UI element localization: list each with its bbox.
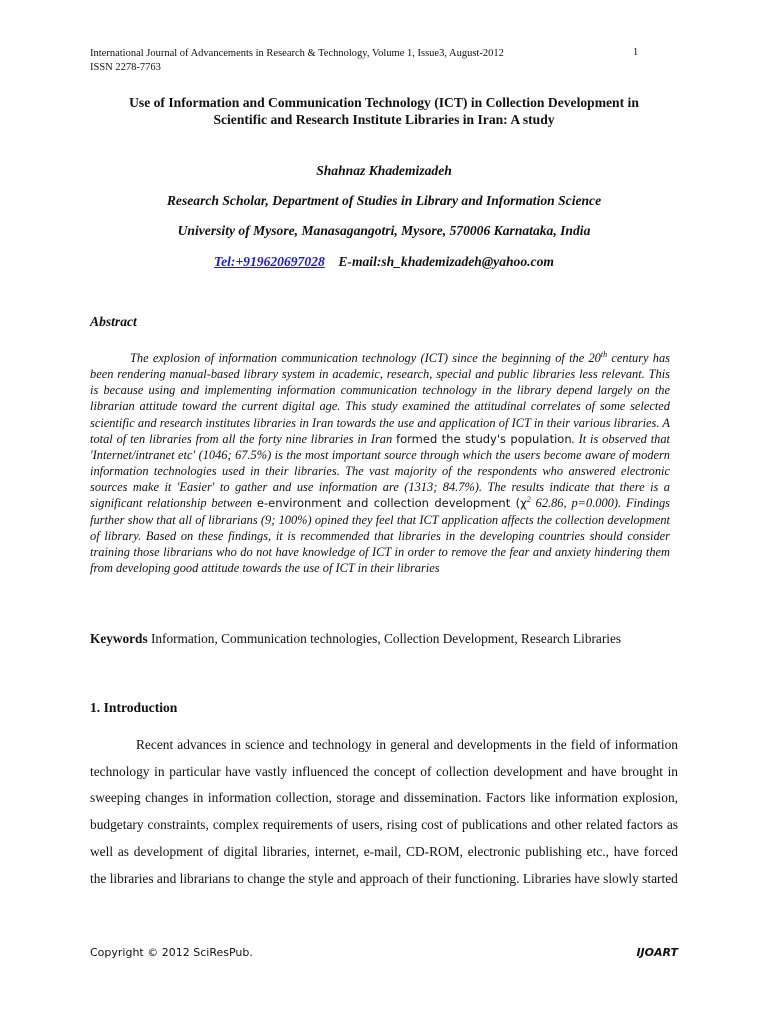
page-number: 1 xyxy=(633,47,639,58)
keywords xyxy=(90,629,716,649)
author-address: University of Mysore, Manasagangotri, Mysore, 570006 Karnataka, India xyxy=(177,223,591,238)
author-affiliation: Research Scholar, Department of Studies in Library and Information Science xyxy=(166,193,602,208)
paper-title-line-1: Use of Information and Communication Technology (ICT) in Collection Development in xyxy=(129,95,639,110)
issn-line: ISSN 2278-7763 xyxy=(90,62,161,73)
telephone-link[interactable]: Tel:+919620697028 xyxy=(214,254,325,269)
author-name: Shahnaz Khademizadeh xyxy=(316,163,452,178)
copyright-footer: Copyright © 2012 SciResPub. xyxy=(90,946,253,959)
email-text: E-mail:sh_khademizadeh@yahoo.com xyxy=(338,254,554,269)
keywords-text: Information, Communication technologies, Collection Development, Research Libraries xyxy=(147,631,622,646)
abstract-body: The explosion of information communication technology (ICT) since the beginning of the 20th century has been rendering manual-based library system in academic, research, special and public libraries less relevant. This is because using and implementing information communication technology in the library depend largely on the librarian attitude toward the current digital age. This study examined the attitudinal correlates of some selected scientific and research institutes libraries in Iran towards the use and application of ICT in their various libraries. A total of ten libraries from all the forty nine libraries in Iran formed the study's population. It is observed that 'Internet/intranet etc' (1046; 67.5%) is the most important source through which the users become aware of modern information technologies used in their libraries. The vast majority of the respondents who answered electronic sources make it 'Easier' to gather and use information are (1313; 84.7%). The results indicate that there is a significant relationship between e-environment and collection development ($\chi^2$ 62.86, p=0.000). Findings further show that all of librarians (9; 100%) opined they feel that ICT application affects the collection development of library. Based on these findings, it is recommended that libraries in the developing countries should consider training those librarians who do not have knowledge of ICT in order to remove the fear and anxiety hindering them from developing good attitude towards the use of ICT in their libraries xyxy=(90,349,671,576)
journal-abbreviation: IJOART xyxy=(636,946,678,959)
author-contact xyxy=(70,253,698,271)
introduction-body: Recent advances in science and technology in general and developments in the field of information technology in particular have vastly influenced the concept of collection development and have brought in sweeping changes in information collection, storage and dissemination. Factors like information explosion, budgetary constraints, complex requirements of users, rising cost of publications and other related factors as well as development of digital libraries, internet, e-mail, CD-ROM, electronic publishing etc., have forced the libraries and librarians to change the style and approach of their functioning. Libraries have slowly started xyxy=(90,737,678,886)
journal-header: International Journal of Advancements in Research & Technology, Volume 1, Issue3, August-2012 xyxy=(90,48,504,59)
introduction-heading: 1. Introduction xyxy=(90,700,178,715)
keywords-label: Keywords xyxy=(90,631,148,646)
abstract-heading: Abstract xyxy=(90,314,137,329)
paper-title-line-2: Scientific and Research Institute Libraries in Iran: A study xyxy=(213,112,555,127)
